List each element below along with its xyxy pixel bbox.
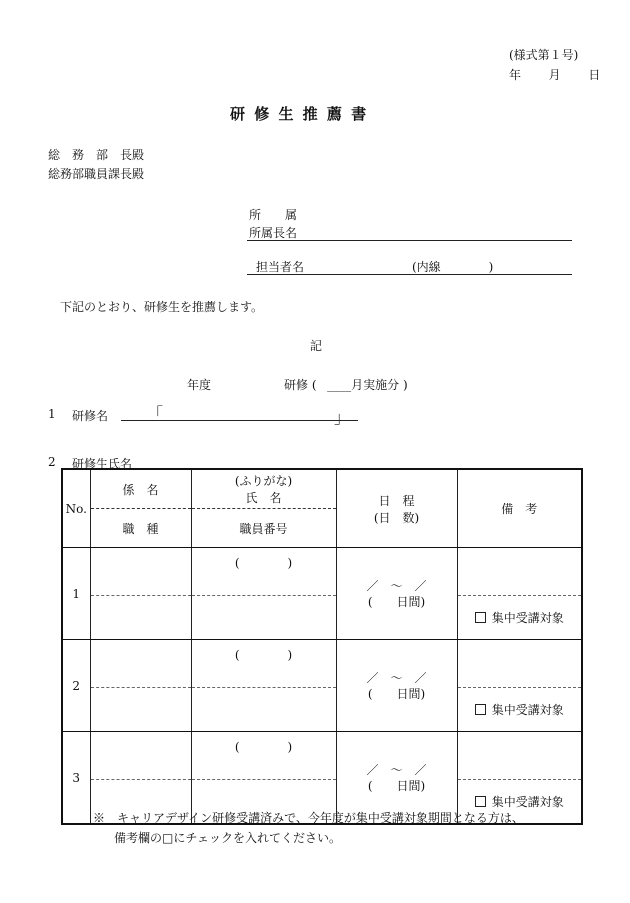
item1-label: 研修名 bbox=[72, 409, 109, 423]
nendo-label: 年度 bbox=[187, 378, 212, 392]
shokushu-cell[interactable] bbox=[90, 688, 191, 732]
date-range: ／ ～ ／ bbox=[366, 670, 427, 685]
item1-open-bracket: 「 bbox=[147, 404, 164, 423]
furigana-paren: ( ) bbox=[234, 740, 293, 754]
header-kakari: 係 名 bbox=[90, 469, 191, 509]
date-day: 日 bbox=[588, 68, 601, 82]
kenshu-label bbox=[284, 376, 408, 393]
header-bango: 職員番号 bbox=[191, 509, 336, 548]
header-schedule-cell bbox=[336, 469, 457, 548]
name-cell[interactable] bbox=[191, 640, 336, 688]
kenshu-open: 研修 ( bbox=[284, 378, 317, 392]
contact-underline bbox=[247, 274, 572, 275]
day-count: ( 日間) bbox=[367, 594, 426, 609]
head-name-label: 所属長名 bbox=[249, 226, 298, 240]
intensive-check-label: 集中受講対象 bbox=[491, 611, 564, 625]
date-month: 月 bbox=[548, 68, 561, 82]
item1-underline bbox=[121, 420, 358, 421]
name-cell[interactable] bbox=[191, 548, 336, 596]
header-name-cell bbox=[191, 469, 336, 509]
furigana-paren: ( ) bbox=[234, 556, 293, 570]
header-furigana: (ふりがな) bbox=[234, 474, 293, 488]
trainee-table bbox=[61, 468, 583, 825]
month-blank: ____ bbox=[327, 378, 352, 392]
addressee-general-affairs: 総 務 部 長殿 bbox=[48, 148, 145, 162]
ki-heading: 記 bbox=[310, 339, 323, 353]
intensive-check-label: 集中受講対象 bbox=[491, 795, 564, 809]
form-number: (様式第１号) bbox=[509, 48, 579, 62]
footnote-line-1: ※ キャリアデザイン研修受講済みで、今年度が集中受講対象期間となる方は、 bbox=[93, 811, 524, 825]
affiliation-label: 所 属 bbox=[249, 208, 298, 222]
header-shimei: 氏 名 bbox=[245, 491, 282, 505]
head-name-underline bbox=[247, 240, 572, 241]
item2-number: 2 bbox=[48, 455, 56, 469]
table-row bbox=[62, 548, 582, 596]
remarks-cell[interactable] bbox=[457, 640, 582, 688]
row-number: 2 bbox=[62, 640, 90, 732]
item2-label: 研修生氏名 bbox=[72, 457, 133, 471]
kakari-cell[interactable] bbox=[90, 732, 191, 780]
schedule-cell[interactable] bbox=[336, 640, 457, 732]
extension-label: (内線 ) bbox=[412, 260, 494, 274]
kakari-cell[interactable] bbox=[90, 548, 191, 596]
checkbox[interactable] bbox=[475, 796, 486, 807]
remarks-cell[interactable] bbox=[457, 548, 582, 596]
header-shokushu: 職 種 bbox=[90, 509, 191, 548]
intensive-check-label: 集中受講対象 bbox=[491, 703, 564, 717]
item1-close-bracket: 」 bbox=[334, 408, 351, 427]
day-count: ( 日間) bbox=[367, 686, 426, 701]
intro-text: 下記のとおり、研修生を推薦します。 bbox=[60, 300, 264, 314]
month-suffix: 月実施分 ) bbox=[351, 378, 408, 392]
remarks-cell[interactable] bbox=[457, 732, 582, 780]
date-range: ／ ～ ／ bbox=[366, 762, 427, 777]
row-number: 3 bbox=[62, 732, 90, 825]
date-year: 年 bbox=[509, 68, 522, 82]
table-header-row bbox=[62, 469, 582, 509]
table-row-lower bbox=[62, 596, 582, 640]
header-nittei: 日 程 bbox=[378, 493, 415, 508]
header-nissu: (日 数) bbox=[373, 510, 420, 525]
contact-label: 担当者名 bbox=[256, 260, 305, 274]
shokushu-cell[interactable] bbox=[90, 596, 191, 640]
document-title: 研 修 生 推 薦 書 bbox=[230, 105, 369, 123]
employee-number-cell[interactable] bbox=[191, 688, 336, 732]
table-row bbox=[62, 732, 582, 780]
checkbox[interactable] bbox=[475, 704, 486, 715]
row-number: 1 bbox=[62, 548, 90, 640]
day-count: ( 日間) bbox=[367, 778, 426, 793]
furigana-paren: ( ) bbox=[234, 648, 293, 662]
kakari-cell[interactable] bbox=[90, 640, 191, 688]
header-biko: 備 考 bbox=[457, 469, 582, 548]
table-row bbox=[62, 640, 582, 688]
date-line bbox=[509, 66, 600, 83]
intensive-check-cell[interactable] bbox=[457, 688, 582, 732]
intensive-check-cell[interactable] bbox=[457, 596, 582, 640]
addressee-personnel: 総務部職員課長殿 bbox=[48, 167, 145, 181]
header-no: No. bbox=[62, 469, 90, 548]
checkbox[interactable] bbox=[475, 612, 486, 623]
employee-number-cell[interactable] bbox=[191, 596, 336, 640]
name-cell[interactable] bbox=[191, 732, 336, 780]
date-range: ／ ～ ／ bbox=[366, 578, 427, 593]
table-row-lower bbox=[62, 688, 582, 732]
schedule-cell[interactable] bbox=[336, 548, 457, 640]
footnote-line-2: 備考欄の□にチェックを入れてください。 bbox=[114, 831, 341, 845]
item1-number: 1 bbox=[48, 407, 56, 421]
